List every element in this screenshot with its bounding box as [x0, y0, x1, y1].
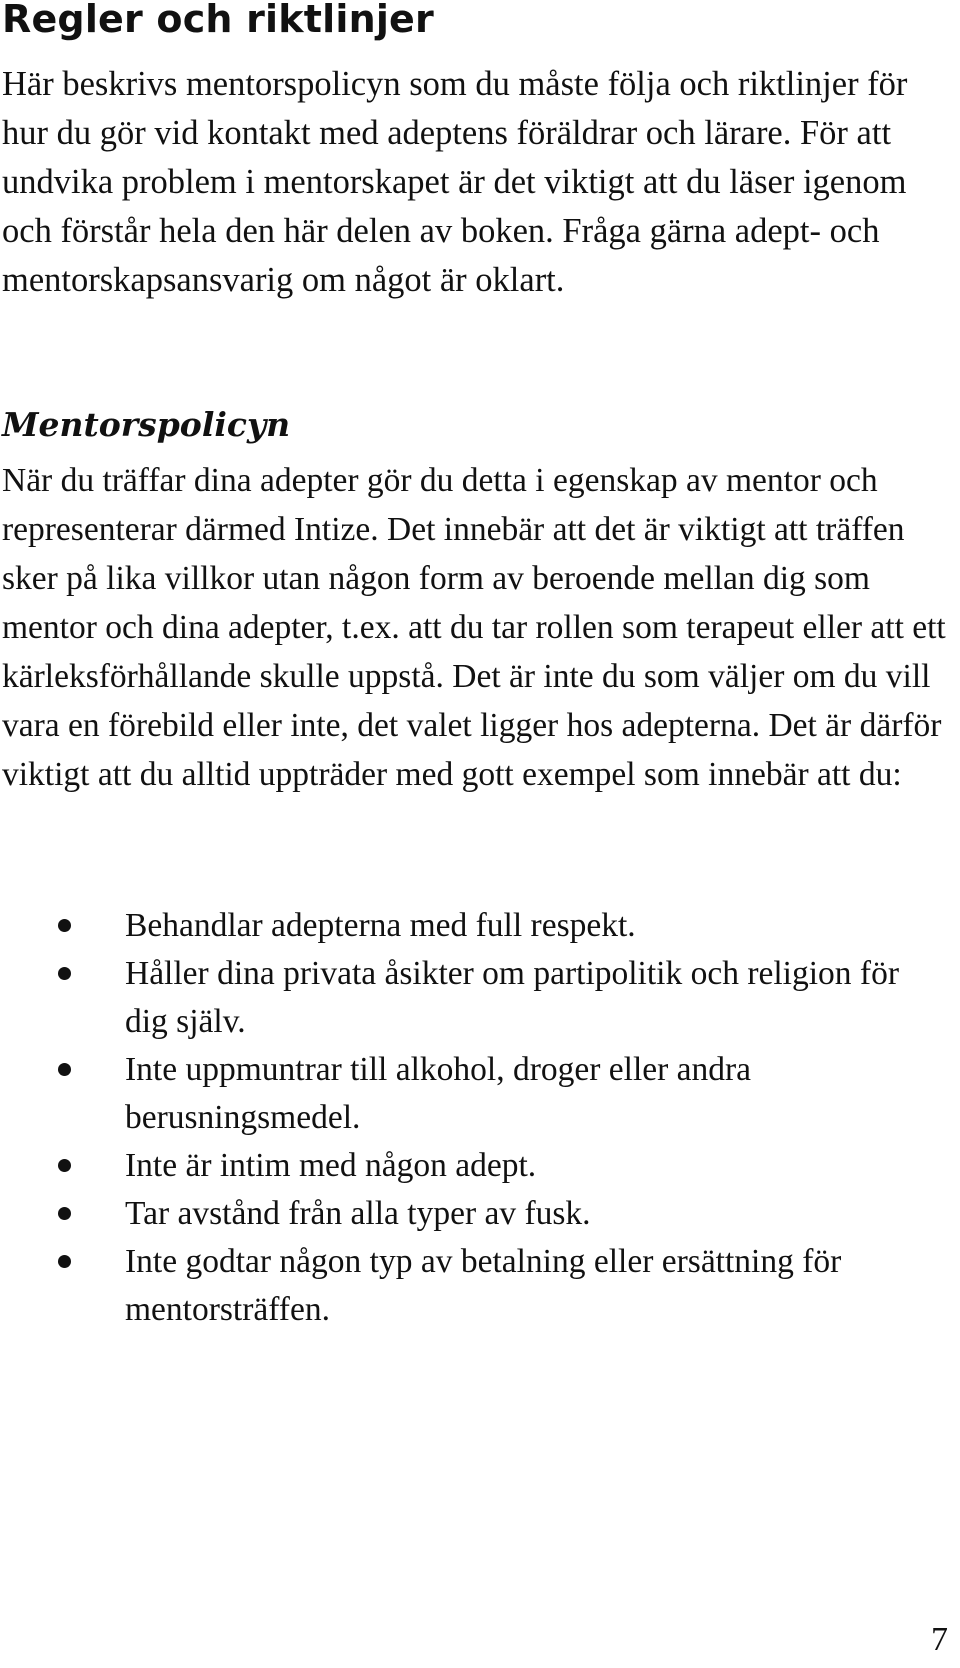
list-item [0, 1190, 940, 1238]
bullet-icon [58, 1063, 71, 1076]
list-item [0, 1046, 940, 1142]
policy-paragraph: När du träffar dina adepter gör du detta i egenskap av mentor och representerar därmed Intize. Det innebär att det är viktigt att träffen sker på lika villkor utan någon form av beroende mellan dig som mentor och dina adepter, t.ex. att du tar rollen som terapeut eller att ett kärleksförhållande skulle uppstå. Det är inte du som väljer om du vill vara en förebild eller inte, det valet ligger hos adepterna. Det är därför viktigt att du alltid uppträder med gott exempel som innebär att du: [2, 462, 946, 793]
rules-list [0, 902, 940, 1334]
page-title: Regler och riktlinjer [2, 0, 434, 41]
list-item [0, 902, 940, 950]
list-item-text: Inte uppmuntrar till alkohol, droger eller andra berusningsmedel. [125, 1051, 752, 1136]
list-item-text: Inte godtar någon typ av betalning eller ersättning för mentorsträffen. [125, 1243, 842, 1328]
bullet-icon [58, 1255, 71, 1268]
section-heading: Mentorspolicyn [2, 405, 291, 444]
intro-paragraph: Här beskrivs mentorspolicyn som du måste följa och riktlinjer för hur du gör vid kontakt med adeptens föräldrar och lärare. För att undvika problem i mentorskapet är det viktigt att du läser igenom och förstår hela den här delen av boken. Fråga gärna adept- och mentorskapsansvarig om något är oklart. [2, 65, 908, 299]
list-item-text: Inte är intim med någon adept. [125, 1147, 537, 1184]
list-item-text: Håller dina privata åsikter om partipolitik och religion för dig själv. [125, 955, 899, 1040]
bullet-icon [58, 1207, 71, 1220]
bullet-icon [58, 967, 71, 980]
list-item-text: Behandlar adepterna med full respekt. [125, 907, 636, 944]
bullet-icon [58, 1159, 71, 1172]
list-item [0, 950, 940, 1046]
list-item [0, 1142, 940, 1190]
page-number: 7 [931, 1621, 948, 1658]
list-item [0, 1238, 940, 1334]
list-item-text: Tar avstånd från alla typer av fusk. [125, 1195, 591, 1232]
bullet-icon [58, 919, 71, 932]
